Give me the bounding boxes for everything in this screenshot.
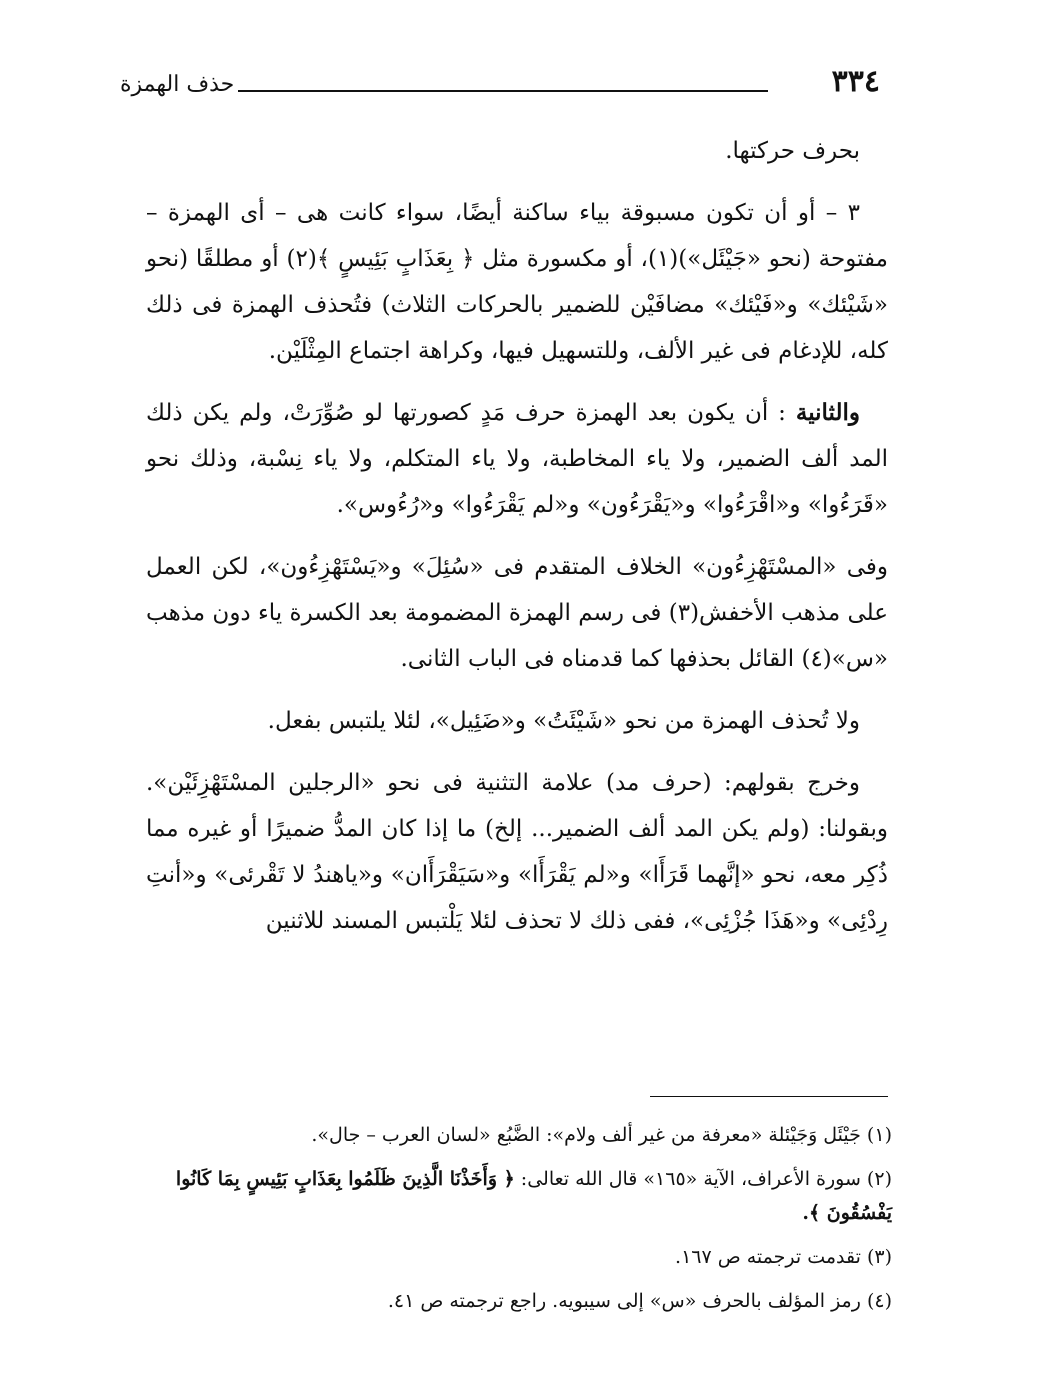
paragraph-3 xyxy=(146,390,888,528)
footnote-1: (١) جَيْئَل وَجَيْئلة «معرفة من غير ألف ولام»: الضَّبُع «لسان العرب – جال». xyxy=(311,1124,892,1146)
paragraph-4: وفى «المسْتَهْزِءُون» الخلاف المتقدم فى «سُئِلَ» و«يَسْتَهْزِءُون»، لكن العمل على مذهب الأخفش(٣) فى رسم الهمزة المضمومة بعد الكسرة ياء دون مذهب «س»(٤) القائل بحذفها كما قدمناه فى الباب الثانى. xyxy=(146,554,888,672)
footnote-2-prefix: (٢) سورة الأعراف، الآية «١٦٥» قال الله تعالى: xyxy=(520,1168,892,1190)
footnotes xyxy=(146,1118,892,1328)
paragraph-3-text: : أن يكون بعد الهمزة حرف مَدٍ كصورتها لو صُوِّرَتْ، ولم يكن ذلك المد ألف الضمير، ولا ياء المخاطبة، ولا ياء المتكلم، ولا ياء نِسْبة، وذلك نحو «قَرَءُوا» و«اقْرَءُوا» و«يَقْرَءُون» و«لم يَقْرَءُوا» و«رُءُوس». xyxy=(146,400,888,518)
paragraph-6: وخرج بقولهم: (حرف مد) علامة التثنية فى نحو «الرجلين المسْتَهْزِئَيْن». وبقولنا: (ولم يكن المد ألف الضمير... إلخ) ما إذا كان المدُّ ضميرًا أو غيره مما ذُكِر معه، نحو «إنَّهما قَرَأَا» و«لم يَقْرَأَا» و«سَيَقْرَأَان» و«ياهندُ لا تَقْرئى» و«أنتِ رِدْئِى» و«هَذَا جُزْئِى»، ففى ذلك لا تحذف لئلا يَلْتبس المسند للاثنين xyxy=(146,770,888,934)
term-second: والثانية xyxy=(795,399,860,426)
paragraph-2: ٣ – أو أن تكون مسبوقة بياء ساكنة أيضًا، سواء كانت هى – أى الهمزة – مفتوحة (نحو «جَيْئَل»)(١)، أو مكسورة مثل ﴿ بِعَذَابٍ بَئِيسٍ ﴾(٢) أو مطلقًا (نحو «شَيْئك» و«فَيْئك» مضافَيْن للضمير بالحركات الثلاث) فتُحذف الهمزة فى ذلك كله، للإدغام فى غير الألف، وللتسهيل فيها، وكراهة اجتماع المِثْلَيْن. xyxy=(146,200,888,364)
footnote-2 xyxy=(146,1162,892,1230)
header-rule xyxy=(238,90,768,92)
footnote-3: (٣) تقدمت ترجمته ص ١٦٧. xyxy=(675,1246,892,1268)
paragraph-1: بحرف حركتها. xyxy=(725,138,860,164)
paragraph-5: ولا تُحذف الهمزة من نحو «شَيْئَتُ» و«ضَئِيل»، لئلا يلتبس بفعل. xyxy=(267,708,860,734)
footnote-rule xyxy=(650,1096,888,1097)
page-header xyxy=(120,60,880,108)
footnote-2-quote: ﴿ وَأَخَذْنَا الَّذِينَ ظَلَمُوا بِعَذَابٍ بَئِيسٍ بِمَا كَانُوا يَفْسُقُونَ ﴾. xyxy=(175,1168,892,1224)
main-text xyxy=(146,128,888,960)
page-number: ٣٣٤ xyxy=(831,64,880,99)
footnote-4: (٤) رمز المؤلف بالحرف «س» إلى سيبويه. راجع ترجمته ص ٤١. xyxy=(387,1290,892,1312)
running-title: حذف الهمزة xyxy=(120,72,235,97)
